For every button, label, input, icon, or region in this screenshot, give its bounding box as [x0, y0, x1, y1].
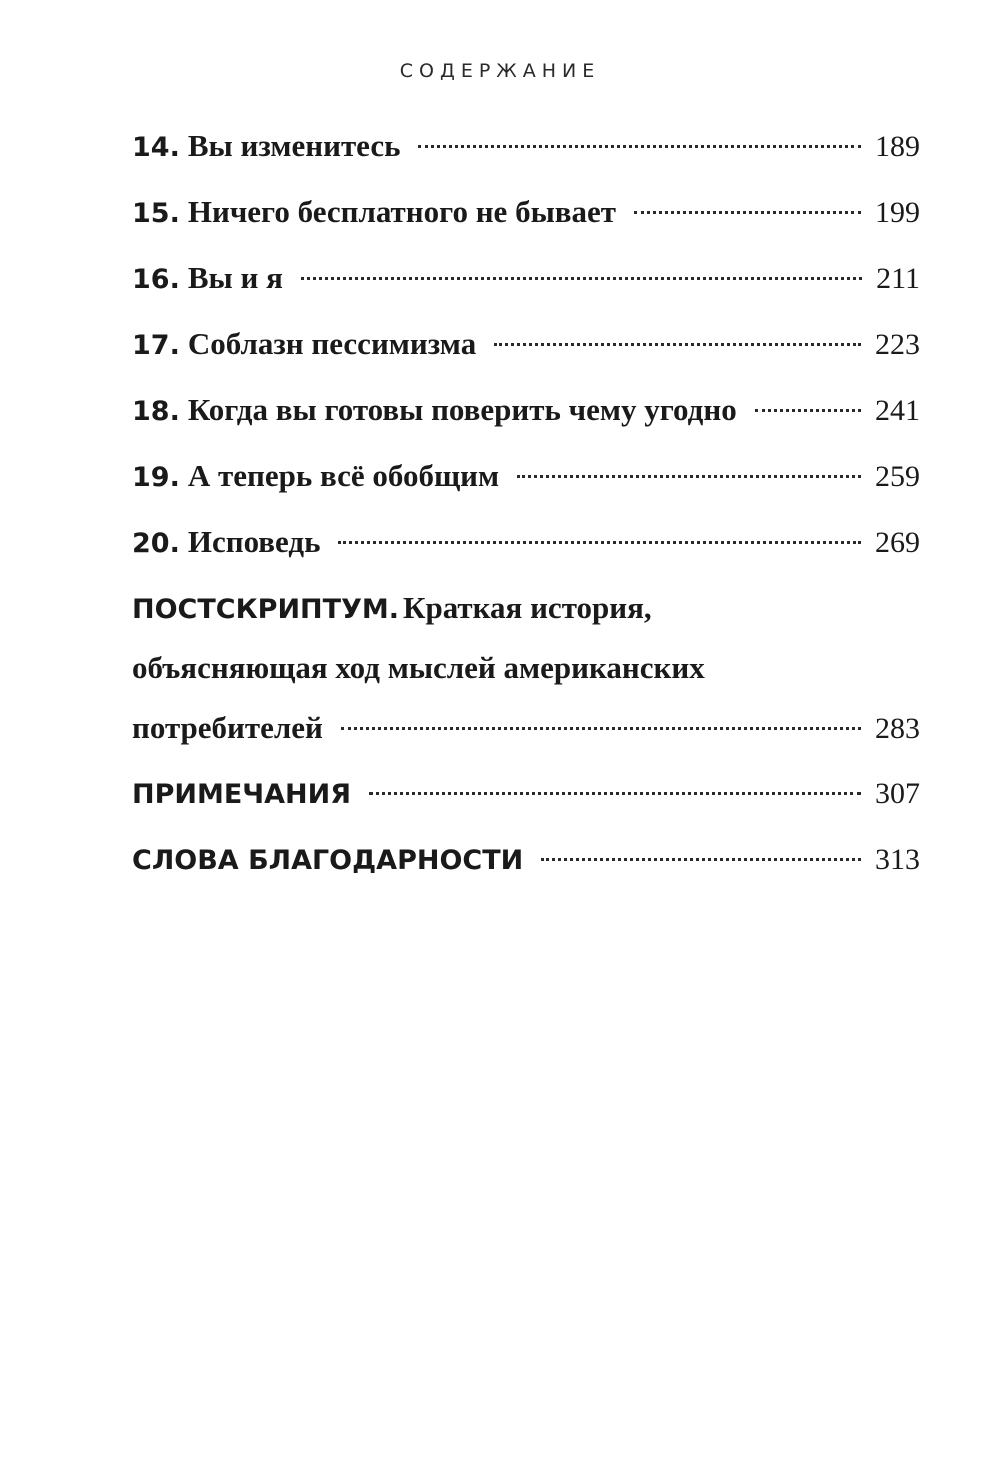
running-head: СОДЕРЖАНИЕ: [399, 60, 601, 82]
section-title: ПРИМЕЧАНИЯ: [132, 779, 351, 810]
page-number: 211: [876, 262, 920, 295]
chapter-title: Вы изменитесь: [187, 128, 401, 163]
dot-leader: [341, 727, 861, 730]
postscript-title-part-1: Краткая история,: [403, 590, 652, 625]
chapter-title: Когда вы готовы поверить чему угодно: [187, 392, 737, 427]
page-number: 307: [875, 777, 920, 810]
chapter-title: А теперь всё обобщим: [187, 458, 500, 493]
toc-entry-20[interactable]: [132, 514, 920, 580]
toc-entry-acknowledgments[interactable]: [132, 832, 920, 898]
postscript-label: ПОСТСКРИПТУМ.: [132, 594, 400, 625]
postscript-line-2: [132, 640, 920, 700]
chapter-number: 19.: [132, 462, 180, 493]
dot-leader: [369, 792, 861, 795]
dot-leader: [418, 145, 861, 148]
page-number: 283: [875, 712, 920, 745]
page-number: 189: [875, 130, 920, 163]
chapter-title: Вы и я: [187, 260, 283, 295]
chapter-title: Ничего бесплатного не бывает: [187, 194, 617, 229]
toc-entry-18[interactable]: [132, 382, 920, 448]
toc-entry-15[interactable]: [132, 184, 920, 250]
chapter-number: 17.: [132, 330, 180, 361]
chapter-number: 20.: [132, 528, 180, 559]
postscript-title-part-2: объясняющая ход мыслей американских: [132, 650, 705, 685]
toc-entry-19[interactable]: [132, 448, 920, 514]
chapter-title: Исповедь: [187, 524, 321, 559]
postscript-title-part-3: потребителей: [132, 710, 323, 745]
dot-leader: [634, 211, 861, 214]
chapter-number: 16.: [132, 264, 180, 295]
page-number: 241: [875, 394, 920, 427]
dot-leader: [301, 277, 862, 280]
section-title: СЛОВА БЛАГОДАРНОСТИ: [132, 845, 524, 876]
postscript-line-1: [132, 580, 920, 640]
toc-entry-notes[interactable]: [132, 766, 920, 832]
page-number: 199: [875, 196, 920, 229]
dot-leader: [517, 475, 861, 478]
dot-leader: [338, 541, 861, 544]
chapter-number: 18.: [132, 396, 180, 427]
dot-leader: [541, 858, 861, 861]
chapter-number: 15.: [132, 198, 180, 229]
toc-entry-17[interactable]: [132, 316, 920, 382]
page-number: 269: [875, 526, 920, 559]
toc-entry-postscript[interactable]: [132, 580, 920, 766]
dot-leader: [494, 343, 861, 346]
table-of-contents: [132, 118, 920, 898]
postscript-line-3: [132, 700, 920, 766]
chapter-title: Соблазн пессимизма: [187, 326, 477, 361]
dot-leader: [755, 409, 861, 412]
page-number: 259: [875, 460, 920, 493]
toc-entry-14[interactable]: [132, 118, 920, 184]
page-number: 223: [875, 328, 920, 361]
chapter-number: 14.: [132, 132, 180, 163]
toc-entry-16[interactable]: [132, 250, 920, 316]
page-number: 313: [875, 843, 920, 876]
